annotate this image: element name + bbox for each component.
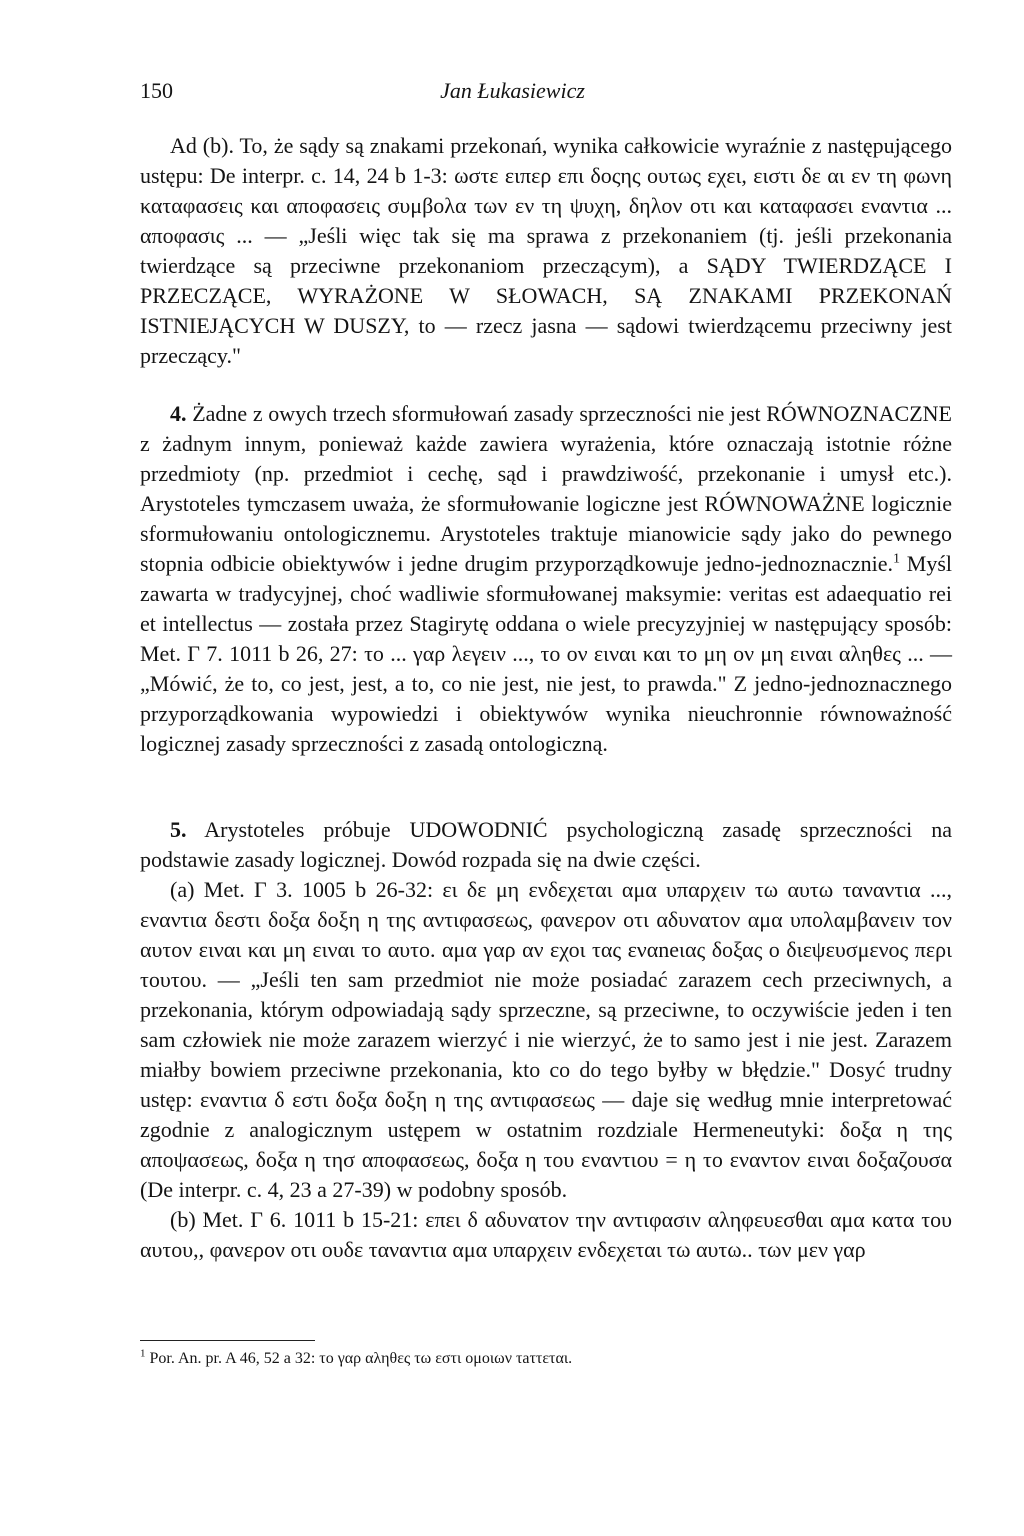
paragraph-text: (b) Met. Γ 6. 1011 b 15-21: επει δ αδυνατον την αντιφασιν αληφευεσθαι αμα κατα του αυτου,, φανερον οτι ουδε ταναντια αμα υπαρχειν ενδεχεται τω αυτω.. των μεν γαρ: [140, 1207, 952, 1262]
footnote: [140, 1348, 952, 1370]
footnote-text: Por. An. pr. A 46, 52 a 32: το γαρ αληθες τω εστι ομοιων τaττεται.: [149, 1350, 573, 1367]
paragraph-text: Arystoteles próbuje UDOWODNIĆ psychologiczną zasadę sprzeczności na podstawie zasady logicznej. Dowód rozpada się na dwie części.: [140, 817, 952, 872]
footnote-mark: 1: [140, 1347, 146, 1360]
running-head: Jan Łukasiewicz: [440, 78, 585, 103]
footnote-divider: [140, 1340, 315, 1341]
paragraph-5b: [140, 1205, 952, 1265]
footnote-reference[interactable]: 1: [892, 551, 900, 567]
paragraph-number: 4.: [170, 401, 187, 426]
paragraph-5: [140, 815, 952, 875]
paragraph-text: Żadne z owych trzech sformułowań zasady sprzeczności nie jest RÓWNOZNACZNE z żadnym innym, ponieważ każde zawiera wyrażenia, które oznaczają istotnie różne przedmioty (np. przedmiot i cechę, sąd i prawdziwość, przekonanie i umysł etc.). Arystoteles tymczasem uważa, że sformułowanie logiczne jest RÓWNOWAŻNE logicznie sformułowaniu ontologicznemu. Arystoteles traktuje mianowicie sądy jako do pewnego stopnia odbicie obiektywów i jedne drugim przyporządkowuje jedno-jednoznacznie.: [140, 401, 952, 576]
paragraph-ad-b: [140, 131, 952, 371]
paragraph-4: [140, 399, 952, 759]
paragraph-text: (a) Met. Γ 3. 1005 b 26-32: ει δε μη ενδεχεται αμα υπαρχειν τω αυτω ταναντια ..., εναντια δεστι δοξα δοξη η της αντιφασεως, φανερον οτι αδυνατον αμα υπολαμβανειν τον αυτον ειναι και μη ειναι το αυτο. αμα γαρ αν εχοι τας εναneιας δοξας ο διεψευσμενος περι τουτου. — „Jeśli ten sam przedmiot nie może posiadać zarazem cech przeciwnych, a przekonania, którym odpowiadają sądy sprzeczne, są przeciwne, to oczywiście jeden i ten sam człowiek nie może zarazem wierzyć i nie wierzyć, że to samo jest i nie jest. Zarazem miałby bowiem przeciwne przekonania, kto co do tego byłby w błędzie." Dosyć trudny ustęp: εναντια δ εστι δοξα δοξη η της αντιφασεως — daje się według mnie interpretować zgodnie z analogicznym ustępem w ostatnim rozdziale Hermeneutyki: δοξα η της αποψασεως, δοξα η τησ αποφασεως, δοξα η του εναντιου = η το εναντον ειναι δοξαζουσα (De interpr. c. 4, 23 a 27-39) w podobny sposób.: [140, 877, 952, 1202]
paragraph-text-continued: Myśl zawarta w tradycyjnej, choć wadliwie sformułowanej maksymie: veritas est adaequatio rei et intellectus — została przez Stagirytę oddana o wiele precyzyjniej w następujący sposób: Met. Γ 7. 1011 b 26, 27: το ... γαρ λεγειν ..., το ον ειναι και το μη ον μη ειναι αληθες ... — „Mówić, że to, co jest, jest, a to, co nie jest, nie jest, to prawda." Z jedno-jednoznacznego przyporządkowania wypowiedzi i obiektywów wynika nieuchronnie równoważność logicznej zasady sprzeczności z zasadą ontologiczną.: [140, 551, 952, 756]
body-text: [140, 131, 952, 1265]
paragraph-5a: [140, 875, 952, 1205]
page-header: [140, 78, 885, 112]
paragraph-text: Ad (b). To, że sądy są znakami przekonań, wynika całkowicie wyraźnie z następującego ustępu: De interpr. c. 14, 24 b 1-3: ωστε ειπερ επι δοςης ουτως εχει, ειστι δε αι εν τη φωνη καταφασεις και αποφασεις συμβολα των εν τη ψυχη, δηλον οτι και καταφασει εναντια ... αποφασις ... — „Jeśli więc tak się ma sprawa z przekonaniem (tj. jeśli przekonania twierdzące są przeciwne przekonaniom przeczącym), a SĄDY TWIERDZĄCE I PRZECZĄCE, WYRAŻONE W SŁOWACH, SĄ ZNAKAMI PRZEKONAŃ ISTNIEJĄCYCH W DUSZY, to — rzecz jasna — sądowi twierdzącemu przeciwny jest przeczący.": [140, 133, 952, 368]
paragraph-number: 5.: [170, 817, 187, 842]
page-number: 150: [140, 78, 173, 103]
